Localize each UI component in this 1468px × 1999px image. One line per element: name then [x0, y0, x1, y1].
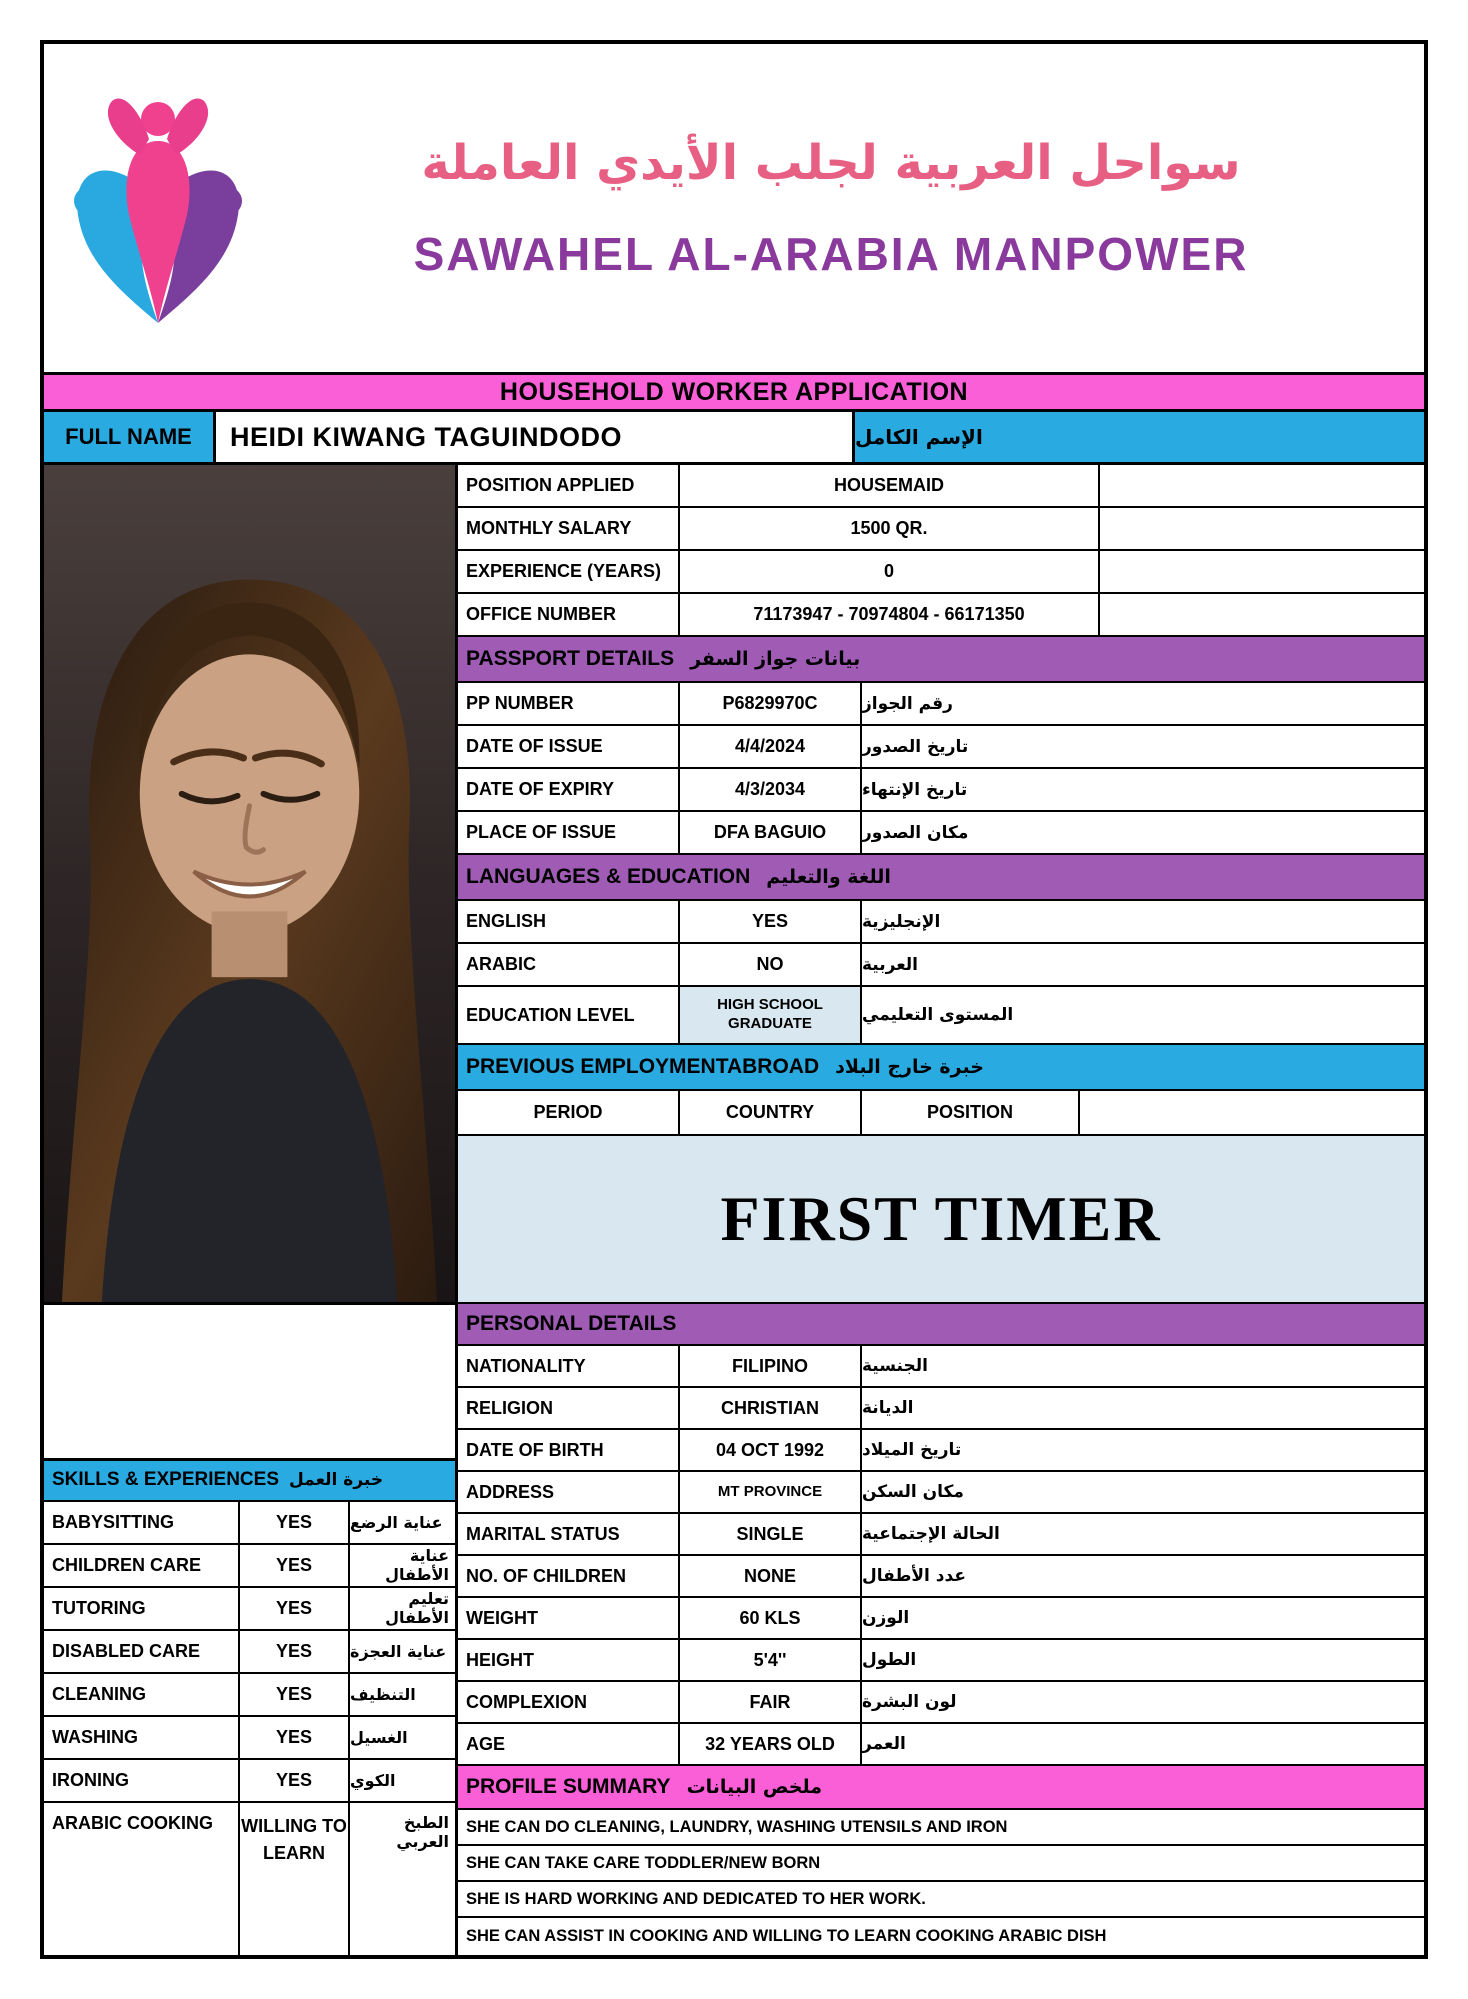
field-value: 04 OCT 1992 — [680, 1430, 862, 1470]
table-row — [458, 987, 1424, 1045]
field-value: MT PROVINCE — [680, 1472, 862, 1512]
field-label: ARABIC — [458, 944, 680, 985]
table-row — [44, 1674, 455, 1717]
table-row — [458, 1598, 1424, 1640]
skill-value: YES — [240, 1674, 350, 1715]
field-value: SINGLE — [680, 1514, 862, 1554]
field-value: 32 YEARS OLD — [680, 1724, 862, 1764]
empty-cell — [1100, 508, 1424, 549]
field-label-arabic: تاريخ الصدور — [862, 736, 969, 757]
skill-label-arabic: الطبخ العربي — [396, 1812, 449, 1851]
skill-value: YES — [240, 1588, 350, 1629]
skill-label: CHILDREN CARE — [44, 1545, 240, 1586]
column-header: PERIOD — [458, 1091, 680, 1134]
table-row — [44, 1803, 455, 1956]
table-row — [458, 508, 1424, 551]
field-value: P6829970C — [680, 683, 862, 724]
form-title: HOUSEHOLD WORKER APPLICATION — [499, 377, 969, 406]
skill-label-arabic: عناية العجزة — [350, 1641, 447, 1661]
skill-label: CLEANING — [44, 1674, 240, 1715]
table-row — [458, 1682, 1424, 1724]
field-value: FAIR — [680, 1682, 862, 1722]
passport-title-arabic: بيانات جواز السفر — [690, 648, 861, 670]
skill-value: WILLING TO LEARN — [240, 1803, 350, 1956]
field-label-arabic: الإنجليزية — [862, 911, 941, 932]
left-spacer — [44, 1305, 455, 1458]
employment-status: FIRST TIMER — [458, 1136, 1424, 1304]
field-value: 71173947 - 70974804 - 66171350 — [680, 594, 1100, 635]
table-row — [44, 1631, 455, 1674]
field-value: YES — [680, 901, 862, 942]
agency-titles — [258, 135, 1424, 281]
agency-title-english: SAWAHEL AL-ARABIA MANPOWER — [413, 228, 1249, 280]
agency-header — [44, 44, 1424, 372]
field-label-arabic: عدد الأطفال — [862, 1566, 966, 1586]
passport-section-banner — [458, 637, 1424, 683]
agency-logo-icon — [58, 83, 258, 333]
table-header-row — [458, 1091, 1424, 1136]
skill-label-arabic: تعليم الأطفال — [385, 1589, 449, 1627]
field-label-arabic: مكان الصدور — [862, 822, 969, 843]
field-value: HOUSEMAID — [680, 465, 1100, 506]
table-row — [458, 1514, 1424, 1556]
table-row — [44, 1502, 455, 1545]
profile-title: PROFILE SUMMARY — [466, 1775, 671, 1798]
summary-line: SHE CAN DO CLEANING, LAUNDRY, WASHING UTENSILS AND IRON — [458, 1810, 1424, 1846]
main-content — [44, 465, 1424, 1955]
column-header: POSITION — [862, 1091, 1080, 1134]
table-row — [44, 1760, 455, 1803]
skills-title: SKILLS & EXPERIENCES — [52, 1469, 279, 1490]
skill-label: WASHING — [44, 1717, 240, 1758]
skills-title-arabic: خبرة العمل — [289, 1470, 384, 1490]
personal-section-banner — [458, 1304, 1424, 1346]
languages-section-banner — [458, 855, 1424, 901]
field-value: 1500 QR. — [680, 508, 1100, 549]
document-frame — [40, 40, 1428, 1959]
field-value: 5'4'' — [680, 1640, 862, 1680]
field-value: FILIPINO — [680, 1346, 862, 1386]
field-label-arabic: رقم الجواز — [862, 693, 953, 714]
field-label: EXPERIENCE (YEARS) — [458, 551, 680, 592]
skill-label: BABYSITTING — [44, 1502, 240, 1543]
skill-value: YES — [240, 1717, 350, 1758]
field-label-arabic: تاريخ الميلاد — [862, 1440, 962, 1460]
passport-title: PASSPORT DETAILS — [466, 647, 675, 670]
table-row — [458, 1556, 1424, 1598]
languages-title-arabic: اللغة والتعليم — [766, 866, 891, 888]
table-row — [458, 1346, 1424, 1388]
table-row — [458, 944, 1424, 987]
table-row — [458, 465, 1424, 508]
field-label: PLACE OF ISSUE — [458, 812, 680, 853]
field-value: 60 KLS — [680, 1598, 862, 1638]
languages-title: LANGUAGES & EDUCATION — [466, 865, 751, 888]
table-row — [458, 1430, 1424, 1472]
employment-section-banner — [458, 1045, 1424, 1091]
skill-value: YES — [240, 1760, 350, 1801]
column-header: COUNTRY — [680, 1091, 862, 1134]
right-column — [458, 465, 1424, 1955]
field-label-arabic: الوزن — [862, 1608, 910, 1628]
full-name-label-arabic: الإسم الكامل — [852, 412, 1424, 462]
table-row — [458, 1472, 1424, 1514]
summary-line: SHE CAN TAKE CARE TODDLER/NEW BORN — [458, 1846, 1424, 1882]
field-value: HIGH SCHOOL GRADUATE — [680, 987, 862, 1043]
field-value: CHRISTIAN — [680, 1388, 862, 1428]
skill-label: IRONING — [44, 1760, 240, 1801]
field-label-arabic: الديانة — [862, 1398, 914, 1418]
field-label-arabic: لون البشرة — [862, 1692, 957, 1712]
empty-cell — [1080, 1091, 1424, 1134]
empty-cell — [1100, 465, 1424, 506]
field-value: DFA BAGUIO — [680, 812, 862, 853]
table-row — [458, 812, 1424, 855]
field-label: OFFICE NUMBER — [458, 594, 680, 635]
profile-title-arabic: ملخص البيانات — [686, 1776, 822, 1798]
table-row — [44, 1717, 455, 1760]
field-label-arabic: مكان السكن — [862, 1482, 964, 1502]
field-label: DATE OF EXPIRY — [458, 769, 680, 810]
table-row — [458, 1640, 1424, 1682]
skill-label-arabic: الغسيل — [350, 1727, 408, 1747]
field-value: NONE — [680, 1556, 862, 1596]
field-label: EDUCATION LEVEL — [458, 987, 680, 1043]
field-label: MONTHLY SALARY — [458, 508, 680, 549]
skill-label: ARABIC COOKING — [44, 1803, 240, 1956]
summary-line: SHE IS HARD WORKING AND DEDICATED TO HER WORK. — [458, 1882, 1424, 1918]
skill-value: YES — [240, 1631, 350, 1672]
table-row — [458, 594, 1424, 637]
field-label-arabic: الحالة الإجتماعية — [862, 1524, 1000, 1544]
table-row — [458, 726, 1424, 769]
table-row — [458, 1724, 1424, 1766]
field-value: 0 — [680, 551, 1100, 592]
empty-cell — [1100, 594, 1424, 635]
field-label-arabic: الجنسية — [862, 1356, 928, 1376]
full-name-row — [44, 412, 1424, 465]
field-label: DATE OF BIRTH — [458, 1430, 680, 1470]
profile-section-banner — [458, 1766, 1424, 1810]
field-label: AGE — [458, 1724, 680, 1764]
table-row — [458, 901, 1424, 944]
table-row — [44, 1545, 455, 1588]
field-label: DATE OF ISSUE — [458, 726, 680, 767]
table-row — [458, 769, 1424, 812]
employment-title-arabic: خبرة خارج البلاد — [835, 1056, 984, 1078]
skills-section-banner — [44, 1458, 455, 1502]
skill-label: TUTORING — [44, 1588, 240, 1629]
applicant-photo — [44, 465, 455, 1305]
field-label-arabic: الطول — [862, 1650, 917, 1670]
field-value: 4/3/2034 — [680, 769, 862, 810]
agency-title-arabic: سواحل العربية لجلب الأيدي العاملة — [421, 135, 1241, 191]
table-row — [44, 1588, 455, 1631]
full-name-label: FULL NAME — [44, 412, 216, 462]
skill-label-arabic: عناية الرضع — [350, 1512, 443, 1532]
field-label: WEIGHT — [458, 1598, 680, 1638]
field-label: COMPLEXION — [458, 1682, 680, 1722]
field-label-arabic: العمر — [862, 1734, 906, 1754]
field-value: NO — [680, 944, 862, 985]
field-label-arabic: العربية — [862, 954, 919, 975]
table-row — [458, 551, 1424, 594]
left-column — [44, 465, 458, 1955]
field-label: NO. OF CHILDREN — [458, 1556, 680, 1596]
empty-cell — [1100, 551, 1424, 592]
field-label: NATIONALITY — [458, 1346, 680, 1386]
table-row — [458, 1388, 1424, 1430]
full-name-value: HEIDI KIWANG TAGUINDODO — [230, 421, 622, 452]
field-label: RELIGION — [458, 1388, 680, 1428]
skill-label-arabic: التنظيف — [350, 1684, 416, 1704]
skill-label: DISABLED CARE — [44, 1631, 240, 1672]
summary-line: SHE CAN ASSIST IN COOKING AND WILLING TO LEARN COOKING ARABIC DISH — [466, 1927, 1107, 1945]
field-label: ENGLISH — [458, 901, 680, 942]
field-label-arabic: المستوى التعليمي — [862, 1005, 1014, 1025]
form-title-banner — [44, 372, 1424, 412]
field-label-arabic: تاريخ الإنتهاء — [862, 779, 968, 800]
field-label: POSITION APPLIED — [458, 465, 680, 506]
personal-title: PERSONAL DETAILS — [466, 1312, 677, 1335]
skill-value: YES — [240, 1502, 350, 1543]
skill-label-arabic: عناية الأطفال — [385, 1546, 449, 1584]
skill-label-arabic: الكوي — [350, 1770, 396, 1790]
field-label: PP NUMBER — [458, 683, 680, 724]
field-value: 4/4/2024 — [680, 726, 862, 767]
field-label: ADDRESS — [458, 1472, 680, 1512]
employment-title: PREVIOUS EMPLOYMENTABROAD — [466, 1055, 820, 1078]
table-row — [458, 683, 1424, 726]
field-label: MARITAL STATUS — [458, 1514, 680, 1554]
skill-value: YES — [240, 1545, 350, 1586]
field-label: HEIGHT — [458, 1640, 680, 1680]
